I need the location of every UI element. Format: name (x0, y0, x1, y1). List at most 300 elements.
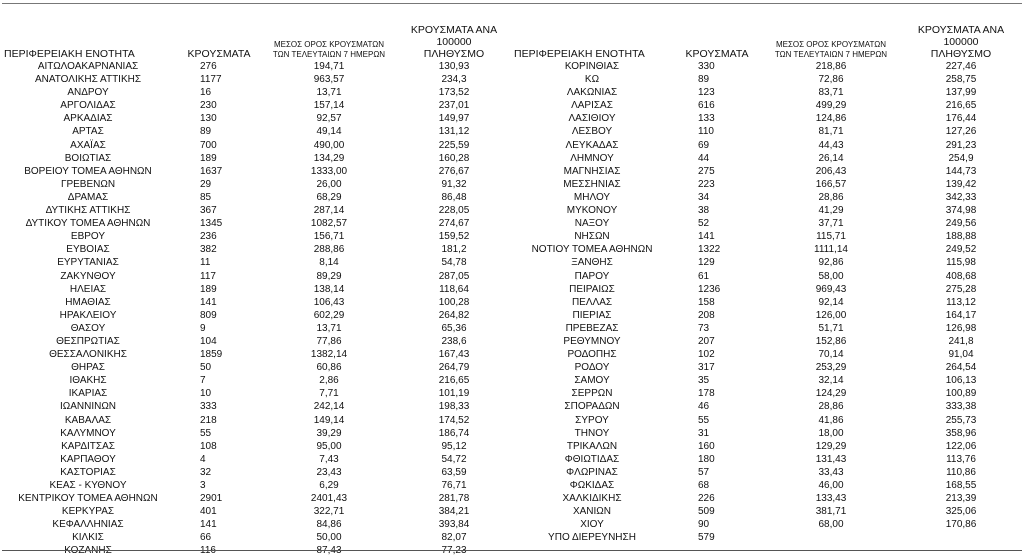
header-cases: ΚΡΟΥΣΜΑΤΑ (685, 48, 749, 60)
avg7-cell: 83,71 (818, 87, 844, 99)
per100k-cell (900, 531, 1022, 544)
cases-cell: 69 (698, 139, 710, 151)
avg7-cell: 26,00 (316, 178, 342, 190)
table-row (2, 283, 514, 296)
region-cell: ΧΑΝΙΩΝ (572, 506, 612, 518)
region-cell: ΠΕΙΡΑΙΩΣ (569, 283, 615, 295)
per100k-cell: 374,98 (945, 205, 977, 217)
avg7-cell: 92,57 (316, 113, 342, 125)
per100k-cell: 384,21 (438, 506, 470, 518)
region-cell: ΑΝΔΡΟΥ (67, 87, 109, 99)
per100k-cell: 149,97 (438, 113, 470, 125)
table-row (512, 270, 1022, 283)
table-row (512, 165, 1022, 178)
region-cell: ΘΕΣΣΑΛΟΝΙΚΗΣ (49, 349, 127, 361)
table-row (2, 505, 514, 518)
table-row (512, 518, 1022, 531)
cases-cell: 367 (200, 205, 217, 217)
avg7-cell: 499,29 (815, 100, 847, 112)
per100k-cell: 325,06 (945, 506, 977, 518)
per100k-cell: 86,48 (441, 191, 467, 203)
cases-cell: 50 (200, 362, 212, 374)
avg7-cell: 77,86 (316, 335, 342, 347)
cases-cell: 218 (200, 414, 217, 426)
per100k-cell: 241,8 (948, 335, 974, 347)
avg7-cell: 28,86 (818, 401, 844, 413)
avg7-cell: 218,86 (815, 61, 847, 72)
per100k-cell: 393,84 (438, 519, 470, 531)
table-row (512, 125, 1022, 138)
region-cell: ΗΜΑΘΙΑΣ (65, 296, 111, 308)
cases-cell: 108 (200, 440, 217, 452)
region-cell: ΑΡΚΑΔΙΑΣ (63, 113, 113, 125)
cases-cell: 401 (200, 506, 217, 518)
table-row (512, 243, 1022, 256)
header-cases: ΚΡΟΥΣΜΑΤΑ (187, 48, 251, 60)
avg7-cell (264, 544, 394, 557)
bottom-rule (2, 550, 1022, 551)
per100k-cell: 237,01 (438, 100, 470, 112)
cases-cell: 700 (200, 139, 217, 151)
cases-cell: 1637 (200, 165, 223, 177)
table-row (2, 387, 514, 400)
cases-cell: 330 (698, 61, 715, 72)
cases-cell: 35 (698, 375, 710, 387)
cases-cell: 1859 (200, 349, 223, 361)
region-cell: ΝΗΣΩΝ (574, 231, 610, 243)
per100k-cell: 275,28 (945, 283, 977, 295)
region-cell: ΠΑΡΟΥ (574, 270, 610, 282)
per100k-cell: 113,76 (946, 453, 976, 465)
cases-cell: 38 (698, 205, 710, 217)
avg7-cell: 46,00 (818, 480, 844, 491)
table-row (512, 505, 1022, 518)
cases-cell: 85 (200, 191, 212, 203)
per100k-cell: 139,42 (945, 178, 977, 190)
per100k-cell: 131,12 (438, 126, 470, 138)
avg7-cell: 23,43 (316, 466, 342, 478)
avg7-cell: 490,00 (313, 139, 345, 151)
table-row (512, 531, 1022, 544)
per100k-cell: 258,75 (945, 74, 977, 86)
cases-cell: 1345 (200, 218, 223, 230)
avg7-cell: 131,43 (815, 453, 847, 465)
avg7-cell: 92,14 (818, 296, 844, 308)
cases-cell: 46 (698, 401, 710, 413)
region-cell: ΚΕΡΚΥΡΑΣ (61, 506, 115, 518)
header-per100k-line1: ΚΡΟΥΣΜΑΤΑ ΑΝΑ 100000 (917, 24, 1005, 48)
table-row (2, 191, 514, 204)
header-per100k-line2: ΠΛΗΘΥΣΜΟ (930, 48, 992, 60)
region-cell: ΤΡΙΚΑΛΩΝ (566, 440, 618, 452)
region-cell: ΡΟΔΟΠΗΣ (567, 349, 617, 361)
cases-cell: 160 (698, 440, 715, 452)
cases-cell: 207 (698, 335, 715, 347)
avg7-cell: 18,00 (818, 427, 844, 439)
per100k-cell: 91,32 (441, 178, 467, 190)
table-row (2, 243, 514, 256)
cases-cell: 129 (698, 257, 715, 269)
region-cell: ΦΘΙΩΤΙΔΑΣ (564, 453, 620, 465)
cases-cell: 130 (200, 113, 217, 125)
region-cell: ΣΕΡΡΩΝ (571, 388, 613, 400)
avg7-cell: 1111,14 (814, 244, 848, 256)
cases-cell: 275 (698, 165, 715, 177)
region-cell: ΚΙΛΚΙΣ (72, 532, 104, 544)
avg7-cell: 253,29 (815, 362, 847, 374)
avg7-cell: 72,86 (818, 74, 844, 86)
per100k-cell: 264,82 (438, 309, 470, 321)
avg7-cell: 129,29 (815, 440, 847, 452)
top-rule (2, 3, 1022, 4)
per100k-cell: 173,52 (438, 87, 470, 99)
region-cell: ΣΑΜΟΥ (574, 375, 610, 387)
table-row (2, 348, 514, 361)
table-row (512, 400, 1022, 413)
table-row (2, 178, 514, 191)
cases-cell: 123 (698, 87, 715, 99)
per100k-cell: 333,38 (945, 401, 977, 413)
table-row (512, 335, 1022, 348)
table-row (2, 492, 514, 505)
avg7-cell: 166,57 (815, 178, 847, 190)
avg7-cell: 288,86 (313, 244, 345, 256)
avg7-cell: 44,43 (818, 139, 844, 151)
table-row (2, 414, 514, 427)
header-per100k-line1: ΚΡΟΥΣΜΑΤΑ ΑΝΑ 100000 (410, 24, 498, 48)
avg7-cell: 84,86 (316, 519, 342, 531)
region-cell: ΠΕΛΛΑΣ (571, 296, 613, 308)
per100k-cell: 106,13 (945, 375, 977, 387)
avg7-cell: 2,86 (319, 375, 339, 387)
per100k-cell: 408,68 (945, 270, 977, 282)
per100k-cell: 264,79 (438, 362, 470, 374)
table-row (2, 466, 514, 479)
per100k-cell: 100,28 (438, 296, 470, 308)
region-cell: ΞΑΝΘΗΣ (571, 257, 613, 269)
per100k-cell: 228,05 (438, 205, 470, 217)
table-row (2, 204, 514, 217)
cases-cell: 141 (698, 231, 715, 243)
avg7-cell: 124,86 (815, 113, 847, 125)
table-body-right (512, 60, 1022, 544)
table-row (512, 479, 1022, 492)
cases-cell: 317 (698, 362, 715, 374)
region-cell: ΒΟΙΩΤΙΑΣ (64, 152, 112, 164)
region-cell: ΠΙΕΡΙΑΣ (572, 309, 612, 321)
cases-table-left (2, 24, 514, 558)
region-cell (2, 544, 174, 557)
region-cell: ΕΒΡΟΥ (70, 231, 106, 243)
cases-cell: 44 (698, 152, 710, 164)
per100k-cell: 118,64 (439, 283, 469, 295)
avg7-cell: 138,14 (313, 283, 345, 295)
region-cell: ΑΡΓΟΛΙΔΑΣ (60, 100, 116, 112)
per100k-cell: 170,86 (945, 519, 977, 531)
cases-cell: 141 (200, 296, 217, 308)
table-row (512, 73, 1022, 86)
region-cell: ΛΑΡΙΣΑΣ (571, 100, 613, 112)
table-row (2, 374, 514, 387)
per100k-cell: 126,98 (945, 322, 977, 334)
table-row (512, 492, 1022, 505)
region-cell: ΕΥΡΥΤΑΝΙΑΣ (57, 257, 119, 269)
per100k-cell: 164,17 (945, 309, 977, 321)
per100k-cell: 91,04 (948, 349, 974, 361)
avg7-cell: 287,14 (313, 205, 345, 217)
per100k-cell: 144,73 (945, 165, 977, 177)
cases-cell: 236 (200, 231, 217, 243)
cases-cell: 616 (698, 100, 715, 112)
header-per100k-line2: ΠΛΗΘΥΣΜΟ (423, 48, 485, 60)
cases-cell: 110 (698, 126, 714, 138)
cases-cell: 66 (200, 532, 212, 544)
avg7-cell: 1082,57 (310, 218, 348, 230)
per100k-cell: 234,3 (441, 74, 467, 86)
table-row (2, 60, 514, 73)
avg7-cell: 106,43 (313, 296, 345, 308)
region-cell: ΡΕΘΥΜΝΟΥ (563, 335, 621, 347)
region-cell: ΚΑΛΥΜΝΟΥ (60, 427, 116, 439)
region-cell: ΝΑΞΟΥ (574, 218, 610, 230)
cases-cell: 73 (698, 322, 710, 334)
avg7-cell: 126,00 (815, 309, 847, 321)
table-row (2, 361, 514, 374)
cases-cell: 208 (698, 309, 715, 321)
table-row (2, 270, 514, 283)
table-row (512, 387, 1022, 400)
cases-cell: 34 (698, 191, 710, 203)
per100k-cell: 127,26 (945, 126, 977, 138)
per100k-cell: 225,59 (438, 139, 470, 151)
avg7-cell: 963,57 (313, 74, 345, 86)
per100k-cell: 249,52 (945, 244, 977, 256)
region-cell: ΑΡΤΑΣ (72, 126, 104, 138)
per100k-cell: 216,65 (945, 100, 977, 112)
table-row (512, 361, 1022, 374)
avg7-cell: 58,00 (818, 270, 844, 282)
per100k-cell: 264,54 (945, 362, 977, 374)
table-row (512, 86, 1022, 99)
cases-cell: 32 (200, 466, 212, 478)
avg7-cell: 2401,43 (310, 493, 348, 505)
avg7-cell: 26,14 (818, 152, 844, 164)
per100k-cell: 342,33 (945, 191, 977, 203)
table-row (2, 256, 514, 269)
avg7-cell: 68,29 (316, 191, 342, 203)
table-row (512, 466, 1022, 479)
avg7-cell: 8,14 (319, 257, 339, 269)
region-cell: ΜΗΛΟΥ (573, 191, 611, 203)
per100k-cell: 100,89 (945, 388, 977, 400)
avg7-cell: 68,00 (818, 519, 844, 531)
avg7-cell: 124,29 (815, 388, 847, 400)
table-row (512, 283, 1022, 296)
table-row (512, 374, 1022, 387)
per100k-cell: 227,46 (945, 61, 977, 72)
cases-cell: 89 (200, 126, 212, 138)
per100k-cell: 291,23 (945, 139, 977, 151)
avg7-cell (762, 531, 900, 544)
cases-cell: 1236 (698, 283, 721, 295)
table-row (512, 348, 1022, 361)
table-row (2, 518, 514, 531)
per100k-cell: 176,44 (945, 113, 977, 125)
per100k-cell: 168,55 (945, 480, 977, 491)
table-row (512, 178, 1022, 191)
cases-cell: 55 (698, 414, 710, 426)
cases-cell: 189 (200, 152, 217, 164)
region-cell: ΛΑΣΙΘΙΟΥ (568, 113, 616, 125)
cases-cell: 382 (200, 244, 217, 256)
avg7-cell: 92,86 (818, 257, 844, 269)
table-row (2, 86, 514, 99)
table-row (2, 112, 514, 125)
cases-cell: 2901 (200, 493, 223, 505)
cases-cell: 4 (200, 453, 206, 465)
table-row (2, 139, 514, 152)
region-cell: ΤΗΝΟΥ (574, 427, 610, 439)
per100k-cell: 54,78 (441, 257, 467, 269)
cases-cell: 1322 (698, 244, 721, 256)
region-cell: ΛΕΥΚΑΔΑΣ (565, 139, 619, 151)
table-row (2, 335, 514, 348)
per100k-cell: 249,56 (945, 218, 977, 230)
cases-cell: 3 (200, 480, 206, 491)
table-row (512, 322, 1022, 335)
region-cell: ΒΟΡΕΙΟΥ ΤΟΜΕΑ ΑΘΗΝΩΝ (24, 165, 152, 177)
avg7-cell: 156,71 (313, 231, 345, 243)
per100k-cell: 122,06 (945, 440, 977, 452)
region-cell: ΙΚΑΡΙΑΣ (68, 388, 108, 400)
table-row (512, 152, 1022, 165)
region-cell: ΓΡΕΒΕΝΩΝ (60, 178, 116, 190)
region-cell: ΧΙΟΥ (580, 519, 604, 531)
avg7-cell: 115,71 (816, 231, 846, 243)
region-cell: ΜΥΚΟΝΟΥ (566, 205, 618, 217)
table-row (512, 440, 1022, 453)
cases-cell: 1177 (200, 74, 222, 86)
cases-cell: 180 (698, 453, 715, 465)
avg7-cell: 95,00 (316, 440, 342, 452)
region-cell: ΔΡΑΜΑΣ (67, 191, 109, 203)
avg7-cell: 50,00 (316, 532, 342, 544)
per100k-cell: 276,67 (438, 165, 470, 177)
avg7-cell: 322,71 (313, 506, 345, 518)
per100k-cell: 110,86 (946, 466, 976, 478)
avg7-cell: 6,29 (319, 480, 339, 491)
per100k-cell: 213,39 (945, 493, 977, 505)
header-region: ΠΕΡΙΦΕΡΕΙΑΚΗ ΕΝΟΤΗΤΑ (514, 48, 645, 60)
cases-cell: 29 (200, 178, 212, 190)
avg7-cell: 60,86 (316, 362, 342, 374)
cases-cell: 7 (200, 375, 206, 387)
per100k-cell: 95,12 (441, 440, 467, 452)
cases-cell: 104 (200, 335, 217, 347)
header-row (512, 24, 1022, 60)
per100k-cell: 65,36 (441, 322, 467, 334)
per100k-cell: 160,28 (438, 152, 470, 164)
cases-cell (174, 544, 264, 557)
avg7-cell: 1333,00 (310, 165, 348, 177)
region-cell: ΚΑΣΤΟΡΙΑΣ (60, 466, 116, 478)
region-cell: ΥΠΟ ΔΙΕΡΕΥΝΗΣΗ (548, 532, 636, 544)
region-cell: ΜΑΓΝΗΣΙΑΣ (563, 165, 621, 177)
region-cell: ΘΑΣΟΥ (70, 322, 106, 334)
avg7-cell: 89,29 (316, 270, 342, 282)
region-cell: ΚΕΦΑΛΛΗΝΙΑΣ (52, 519, 124, 531)
per100k-cell (394, 544, 514, 557)
per100k-cell: 255,73 (945, 414, 977, 426)
table-row (2, 296, 514, 309)
table-row (512, 112, 1022, 125)
table-body-left (2, 60, 514, 558)
region-cell: ΖΑΚΥΝΘΟΥ (60, 270, 116, 282)
table-row (512, 217, 1022, 230)
cases-cell: 276 (200, 61, 217, 72)
cases-cell: 158 (698, 296, 715, 308)
per100k-cell: 281,78 (438, 493, 470, 505)
per100k-cell: 274,67 (438, 218, 470, 230)
cases-cell: 333 (200, 401, 217, 413)
table-row (2, 453, 514, 466)
per100k-cell: 358,96 (945, 427, 977, 439)
cases-cell: 55 (200, 427, 212, 439)
table-row (2, 309, 514, 322)
per100k-cell: 216,65 (438, 375, 470, 387)
region-cell: ΣΠΟΡΑΔΩΝ (564, 401, 620, 413)
avg7-cell: 194,71 (313, 61, 345, 72)
avg7-cell: 32,14 (818, 375, 844, 387)
region-cell: ΦΛΩΡΙΝΑΣ (566, 466, 618, 478)
table-row (2, 152, 514, 165)
avg7-cell: 242,14 (313, 401, 345, 413)
cases-cell: 509 (698, 506, 715, 518)
header-per100k (900, 24, 1022, 60)
per100k-cell: 186,74 (438, 427, 470, 439)
avg7-cell: 7,43 (319, 453, 339, 465)
per100k-cell: 63,59 (441, 466, 467, 478)
per100k-cell: 113,12 (946, 296, 976, 308)
avg7-cell: 49,14 (316, 126, 342, 138)
region-cell: ΑΙΤΩΛΟΑΚΑΡΝΑΝΙΑΣ (37, 61, 139, 72)
region-cell: ΚΕΑΣ - ΚΥΘΝΟΥ (49, 480, 127, 491)
per100k-cell: 101,19 (438, 388, 470, 400)
table-row (512, 296, 1022, 309)
per100k-cell: 198,33 (438, 401, 470, 413)
table-row (2, 99, 514, 112)
region-cell: ΚΩ (584, 74, 600, 86)
region-cell: ΛΑΚΩΝΙΑΣ (566, 87, 618, 99)
cases-cell: 57 (698, 466, 710, 478)
cases-cell: 52 (698, 218, 710, 230)
avg7-cell: 41,29 (818, 205, 844, 217)
cases-cell: 90 (698, 519, 710, 531)
table-row (512, 139, 1022, 152)
table-row (512, 453, 1022, 466)
table-row (2, 73, 514, 86)
region-cell: ΦΩΚΙΔΑΣ (569, 480, 615, 491)
cases-cell: 11 (200, 257, 211, 269)
table-row (2, 427, 514, 440)
table-row (512, 191, 1022, 204)
avg7-cell: 37,71 (818, 218, 844, 230)
per100k-cell: 76,71 (441, 480, 467, 491)
avg7-cell: 157,14 (313, 100, 345, 112)
per100k-cell: 137,99 (945, 87, 977, 99)
per100k-cell: 287,05 (438, 270, 470, 282)
avg7-cell: 51,71 (818, 322, 844, 334)
